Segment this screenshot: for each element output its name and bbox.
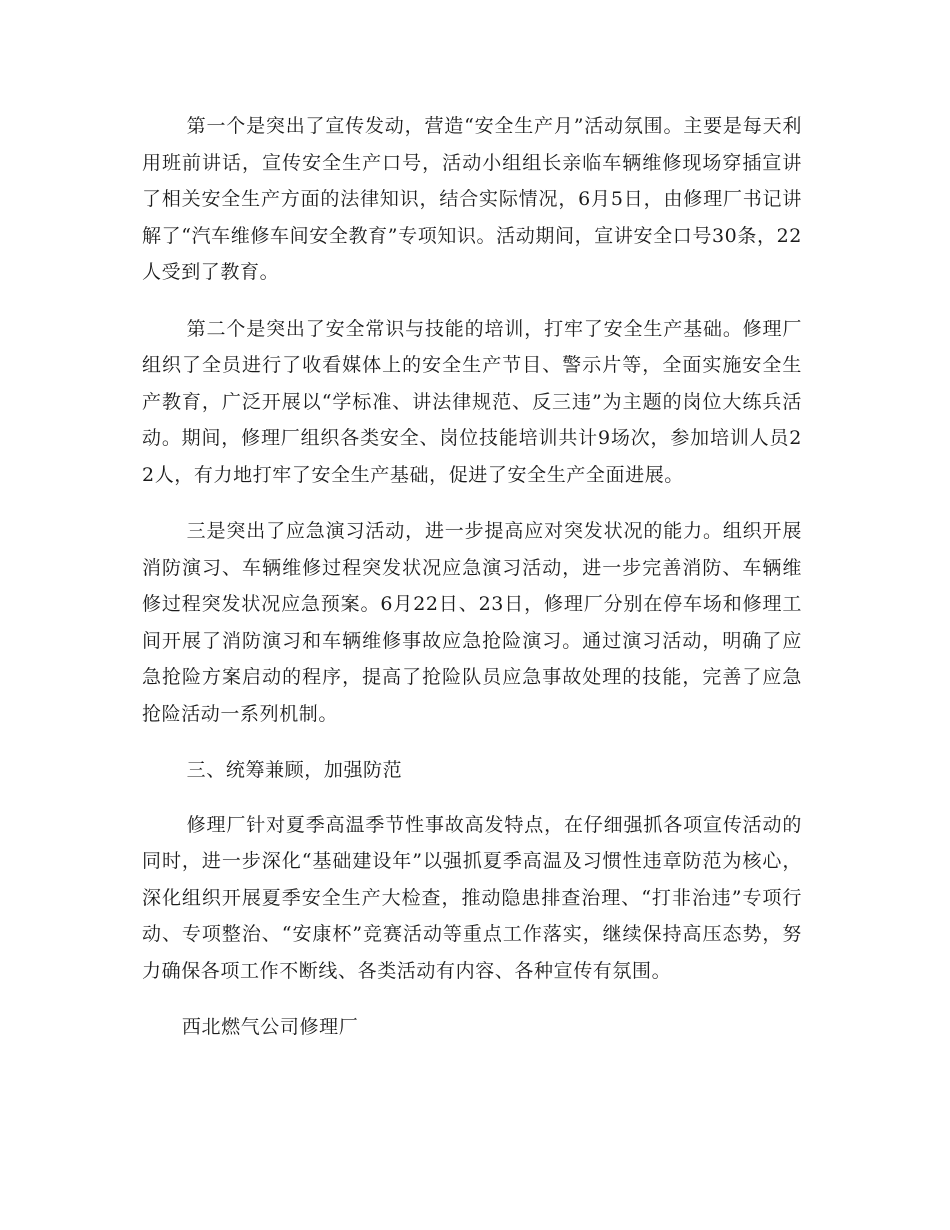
paragraph-prevention: 修理厂针对夏季高温季节性事故高发特点，在仔细强抓各项宣传活动的同时，进一步深化“基础建设年”以强抓夏季高温及习惯性违章防范为核心，深化组织开展夏季安全生产大检查，推动隐患排查治理、“打非治违”专项行动、专项整治、“安康杯”竞赛活动等重点工作落实，继续保持高压态势，努力确保各项工作不断线、各类活动有内容、各种宣传有氛围。 (142, 813, 802, 982)
paragraph-training: 第二个是突出了安全常识与技能的培训，打牢了安全生产基础。修理厂组织了全员进行了收看媒体上的安全生产节目、警示片等，全面实施安全生产教育，广泛开展以“学标准、讲法律规范、反三违”为主题的岗位大练兵活动。期间，修理厂组织各类安全、岗位技能培训共计9场次，参加培训人员22人，有力地打牢了安全生产基础，促进了安全生产全面进展。 (142, 317, 802, 486)
section-heading-three: 三、统筹兼顾，加强防范 (186, 759, 403, 781)
signature: 西北燃气公司修理厂 (181, 1016, 359, 1038)
paragraph-publicity: 第一个是突出了宣传发动，营造“安全生产月”活动氛围。主要是每天利用班前讲话，宣传安全生产口号，活动小组组长亲临车辆维修现场穿插宣讲了相关安全生产方面的法律知识，结合实际情况，6月5日，由修理厂书记讲解了“汽车维修车间安全教育”专项知识。活动期间，宣讲安全口号30条，22人受到了教育。 (142, 115, 802, 283)
document-body (142, 108, 802, 1066)
paragraph-drill: 三是突出了应急演习活动，进一步提高应对突发状况的能力。组织开展消防演习、车辆维修过程突发状况应急演习活动，进一步完善消防、车辆维修过程突发状况应急预案。6月22日、23日，修理厂分别在停车场和修理工间开展了消防演习和车辆维修事故应急抢险演习。通过演习活动，明确了应急抢险方案启动的程序，提高了抢险队员应急事故处理的技能，完善了应急抢险活动一系列机制。 (142, 520, 802, 725)
